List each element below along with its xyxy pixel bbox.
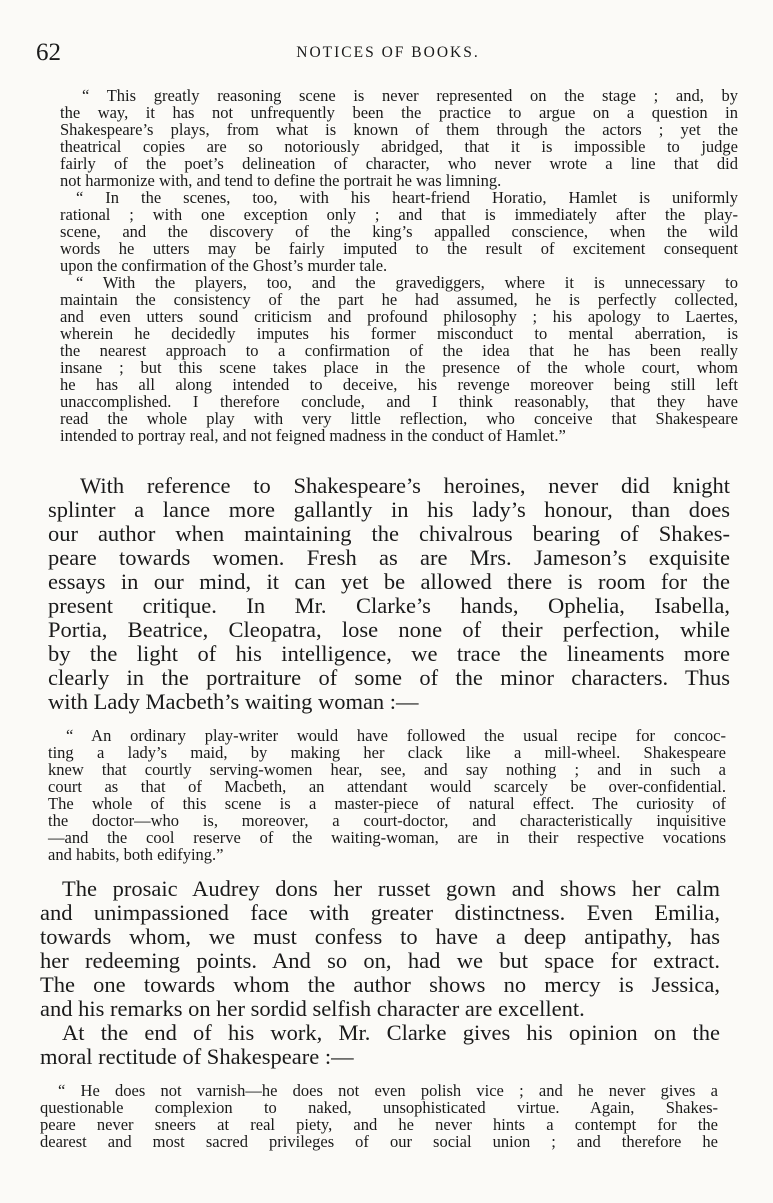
page-header: [36, 38, 740, 68]
page-number: 62: [36, 39, 61, 66]
text-line: upon the confirmation of the Ghost’s murder tale.: [60, 256, 388, 275]
text-line: fairly of the poet’s delineation of character, who never wrote a line that did: [60, 154, 738, 173]
text-line: insane ; but this scene takes place in the presence of the whole court, whom: [60, 358, 738, 377]
text-line: rational ; with one exception only ; and that is immediately after the play-: [60, 205, 738, 224]
text-line: dearest and most sacred privileges of our social union ; and therefore he: [40, 1132, 718, 1151]
text-line: present critique. In Mr. Clarke’s hands, Ophelia, Isabella,: [48, 593, 730, 618]
text-line: “ This greatly reasoning scene is never represented on the stage ; and, by: [82, 86, 738, 105]
text-line: and habits, both edifying.”: [48, 845, 224, 864]
text-line: questionable complexion to naked, unsophisticated virtue. Again, Shakes-: [40, 1098, 718, 1117]
text-line: court as that of Macbeth, an attendant would scarcely be over-confidential.: [48, 777, 726, 796]
text-line: he has all along intended to deceive, his revenge moreover being still left: [60, 375, 738, 394]
text-line: —and the cool reserve of the waiting-woman, are in their respective vocations: [48, 828, 726, 847]
text-line: her redeeming points. And so on, had we but space for extract.: [40, 948, 720, 973]
text-line: and unimpassioned face with greater distinctness. Even Emilia,: [40, 900, 720, 925]
text-line: maintain the consistency of the part he had assumed, he is perfectly collected,: [60, 290, 738, 309]
text-line: unaccomplished. I therefore conclude, and I think reasonably, that they have: [60, 392, 738, 411]
text-line: the doctor—who is, moreover, a court-doctor, and characteristically inquisitive: [48, 811, 726, 830]
text-line: wherein he decidedly imputes his former misconduct to mental aberration, is: [60, 324, 738, 343]
text-line: not harmonize with, and tend to define the portrait he was limning.: [60, 171, 502, 190]
text-line: clearly in the portraiture of some of the minor characters. Thus: [48, 665, 730, 690]
text-line: intended to portray real, and not feigned madness in the conduct of Hamlet.”: [60, 426, 566, 445]
text-line: The prosaic Audrey dons her russet gown and shows her calm: [62, 876, 720, 901]
text-line: with Lady Macbeth’s waiting woman :—: [48, 689, 419, 714]
text-line: by the light of his intelligence, we trace the lineaments more: [48, 641, 730, 666]
text-line: essays in our mind, it can yet be allowed there is room for the: [48, 569, 730, 594]
text-line: “ An ordinary play-writer would have followed the usual recipe for concoc-: [66, 726, 726, 745]
text-line: At the end of his work, Mr. Clarke gives his opinion on the: [62, 1020, 720, 1045]
text-line: The whole of this scene is a master-piece of natural effect. The curiosity of: [48, 794, 726, 813]
text-line: knew that courtly serving-women hear, see, and say nothing ; and in such a: [48, 760, 726, 779]
text-line: “ In the scenes, too, with his heart-friend Horatio, Hamlet is uniformly: [76, 188, 738, 207]
text-line: splinter a lance more gallantly in his lady’s honour, than does: [48, 497, 730, 522]
text-line: peare never sneers at real piety, and he never hints a contempt for the: [40, 1115, 718, 1134]
text-line: The one towards whom the author shows no mercy is Jessica,: [40, 972, 720, 997]
text-line: the nearest approach to a confirmation of the idea that he has been really: [60, 341, 738, 360]
text-line: scene, and the discovery of the king’s appalled conscience, when the wild: [60, 222, 738, 241]
text-line: moral rectitude of Shakespeare :—: [40, 1044, 354, 1069]
text-line: With reference to Shakespeare’s heroines, never did knight: [80, 473, 730, 498]
text-line: read the whole play with very little reflection, who conceive that Shakespeare: [60, 409, 738, 428]
text-line: ting a lady’s maid, by making her clack like a mill-wheel. Shakespeare: [48, 743, 726, 762]
text-line: theatrical copies are so notoriously abridged, that it is impossible to judge: [60, 137, 738, 156]
text-line: and even utters sound criticism and profound philosophy ; his apology to Laertes,: [60, 307, 738, 326]
text-line: and his remarks on her sordid selfish character are excellent.: [40, 996, 585, 1021]
text-line: peare towards women. Fresh as are Mrs. Jameson’s exquisite: [48, 545, 730, 570]
running-title: NOTICES OF BOOKS.: [296, 44, 480, 61]
text-line: Shakespeare’s plays, from what is known of them through the actors ; yet the: [60, 120, 738, 139]
text-line: Portia, Beatrice, Cleopatra, lose none of their perfection, while: [48, 617, 730, 642]
text-line: “ With the players, too, and the gravediggers, where it is unnecessary to: [76, 273, 738, 292]
text-line: the way, it has not unfrequently been the practice to argue on a question in: [60, 103, 738, 122]
text-line: “ He does not varnish—he does not even polish vice ; and he never gives a: [58, 1081, 718, 1100]
text-line: our author when maintaining the chivalrous bearing of Shakes-: [48, 521, 730, 546]
text-line: towards whom, we must confess to have a deep antipathy, has: [40, 924, 720, 949]
text-line: words he utters may be fairly imputed to the result of excitement consequent: [60, 239, 738, 258]
